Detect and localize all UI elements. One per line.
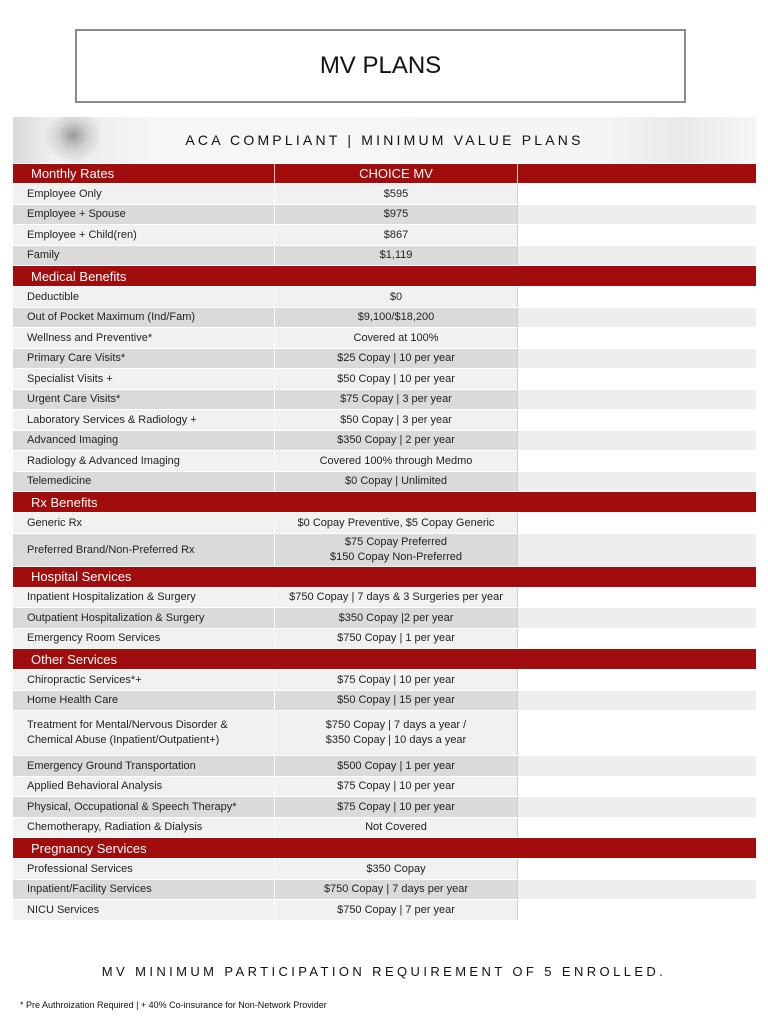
row-empty-cell <box>517 328 756 348</box>
table-row <box>13 608 756 629</box>
row-empty-cell <box>517 184 756 204</box>
row-value-line: $75 Copay Preferred <box>344 535 448 548</box>
row-label: Inpatient/Facility Services <box>27 883 152 896</box>
row-value: $50 Copay | 10 per year <box>274 369 517 389</box>
section-title: Medical Benefits <box>31 268 127 284</box>
table-row <box>13 818 756 839</box>
table-row <box>13 390 756 411</box>
row-label: Outpatient Hospitalization & Surgery <box>27 611 205 624</box>
table-row <box>13 629 756 650</box>
row-label: Specialist Visits + <box>27 372 113 385</box>
row-empty-cell <box>517 629 756 649</box>
row-label <box>13 711 274 755</box>
section-header <box>13 567 756 588</box>
footnote: * Pre Authroization Required | + 40% Co-insurance for Non-Network Provider <box>20 1000 327 1010</box>
row-label-line: Chemical Abuse (Inpatient/Outpatient+) <box>27 734 220 746</box>
row-value: $0 Copay Preventive, $5 Copay Generic <box>274 513 517 533</box>
section-header <box>13 266 756 287</box>
row-empty-cell <box>517 246 756 266</box>
row-value: $500 Copay | 1 per year <box>274 756 517 776</box>
row-value: Covered 100% through Medmo <box>274 451 517 471</box>
row-label: Advanced Imaging <box>27 434 119 447</box>
row-empty-cell <box>517 711 756 755</box>
row-empty-cell <box>517 797 756 817</box>
row-label: Emergency Ground Transportation <box>27 759 196 772</box>
table-row <box>13 513 756 534</box>
row-empty-cell <box>517 691 756 711</box>
table-row <box>13 588 756 609</box>
row-empty-cell <box>517 608 756 628</box>
header-empty-cell <box>517 164 756 183</box>
row-label: Family <box>27 249 60 262</box>
row-empty-cell <box>517 472 756 492</box>
row-value: $75 Copay | 3 per year <box>274 390 517 410</box>
row-empty-cell <box>517 880 756 900</box>
header-plan-name: CHOICE MV <box>274 164 517 183</box>
table-header-row <box>13 164 756 184</box>
row-value: $75 Copay | 10 per year <box>274 670 517 690</box>
table-row <box>13 797 756 818</box>
plans-banner <box>13 117 756 163</box>
row-empty-cell <box>517 205 756 225</box>
page-title: MV PLANS <box>75 29 686 103</box>
table-row <box>13 246 756 267</box>
section-title: Rx Benefits <box>31 494 98 510</box>
row-empty-cell <box>517 588 756 608</box>
table-row <box>13 328 756 349</box>
row-value: $75 Copay | 10 per year <box>274 797 517 817</box>
row-value-line: $350 Copay | 10 days a year <box>325 734 467 746</box>
row-value <box>274 711 517 755</box>
row-empty-cell <box>517 225 756 245</box>
row-value: $595 <box>274 184 517 204</box>
table-row <box>13 287 756 308</box>
row-value: Not Covered <box>274 818 517 838</box>
row-value: $75 Copay | 10 per year <box>274 777 517 797</box>
row-label: Inpatient Hospitalization & Surgery <box>27 591 196 604</box>
table-row <box>13 225 756 246</box>
row-value: $750 Copay | 7 days per year <box>274 880 517 900</box>
table-row <box>13 184 756 205</box>
table-row <box>13 534 756 567</box>
row-empty-cell <box>517 287 756 307</box>
row-value: $25 Copay | 10 per year <box>274 349 517 369</box>
row-empty-cell <box>517 534 756 566</box>
header-label: Monthly Rates <box>31 166 115 181</box>
table-row <box>13 670 756 691</box>
banner-shade <box>43 117 103 163</box>
table-row <box>13 859 756 880</box>
row-value-line: $150 Copay Non-Preferred <box>329 550 463 563</box>
table-row <box>13 880 756 901</box>
row-empty-cell <box>517 431 756 451</box>
row-label: Out of Pocket Maximum (Ind/Fam) <box>27 311 196 324</box>
row-empty-cell <box>517 900 756 920</box>
table-row <box>13 205 756 226</box>
benefits-table <box>13 164 756 921</box>
table-row <box>13 349 756 370</box>
row-value: $1,119 <box>274 246 517 266</box>
row-value: $867 <box>274 225 517 245</box>
row-label: Telemedicine <box>27 475 92 488</box>
table-row <box>13 431 756 452</box>
table-row <box>13 691 756 712</box>
row-label-line: Treatment for Mental/Nervous Disorder & <box>27 719 228 731</box>
row-value: $350 Copay | 2 per year <box>274 431 517 451</box>
row-value: $975 <box>274 205 517 225</box>
row-value: $750 Copay | 1 per year <box>274 629 517 649</box>
section-title: Pregnancy Services <box>31 840 147 856</box>
participation-note: MV MINIMUM PARTICIPATION REQUIREMENT OF 5 ENROLLED. <box>101 964 667 979</box>
row-label: Employee + Spouse <box>27 208 126 221</box>
row-value: $750 Copay | 7 days & 3 Surgeries per year <box>274 588 517 608</box>
section-title: Other Services <box>31 651 117 667</box>
row-label: Deductible <box>27 290 79 303</box>
row-empty-cell <box>517 670 756 690</box>
row-empty-cell <box>517 369 756 389</box>
row-value: $50 Copay | 3 per year <box>274 410 517 430</box>
row-label: Applied Behavioral Analysis <box>27 780 163 793</box>
table-row <box>13 756 756 777</box>
row-value: $0 <box>274 287 517 307</box>
row-empty-cell <box>517 390 756 410</box>
row-label: Professional Services <box>27 862 133 875</box>
row-value: $350 Copay |2 per year <box>274 608 517 628</box>
section-header <box>13 649 756 670</box>
row-empty-cell <box>517 513 756 533</box>
row-label: Wellness and Preventive* <box>27 331 153 344</box>
row-empty-cell <box>517 756 756 776</box>
row-label: Primary Care Visits* <box>27 352 126 365</box>
table-row <box>13 451 756 472</box>
table-row <box>13 777 756 798</box>
row-empty-cell <box>517 349 756 369</box>
row-empty-cell <box>517 777 756 797</box>
row-label: Radiology & Advanced Imaging <box>27 454 180 467</box>
row-value: $750 Copay | 7 per year <box>274 900 517 920</box>
row-empty-cell <box>517 410 756 430</box>
row-label: NICU Services <box>27 903 100 916</box>
row-empty-cell <box>517 818 756 838</box>
row-value-line: $750 Copay | 7 days a year / <box>325 719 467 731</box>
row-label: Chemotherapy, Radiation & Dialysis <box>27 821 203 834</box>
row-label: Employee Only <box>27 187 102 200</box>
row-value: $0 Copay | Unlimited <box>274 472 517 492</box>
row-label: Generic Rx <box>27 516 83 529</box>
table-row <box>13 711 756 756</box>
section-header <box>13 492 756 513</box>
row-value: $350 Copay <box>274 859 517 879</box>
row-empty-cell <box>517 308 756 328</box>
table-row <box>13 472 756 493</box>
row-label: Employee + Child(ren) <box>27 228 137 241</box>
banner-text: ACA COMPLIANT | MINIMUM VALUE PLANS <box>185 132 584 148</box>
row-label: Chiropractic Services*+ <box>27 673 142 686</box>
row-label: Home Health Care <box>27 694 119 707</box>
row-value: Covered at 100% <box>274 328 517 348</box>
row-value: $50 Copay | 15 per year <box>274 691 517 711</box>
row-label: Laboratory Services & Radiology + <box>27 413 197 426</box>
table-row <box>13 369 756 390</box>
row-value <box>274 534 517 566</box>
section-title: Hospital Services <box>31 569 132 584</box>
table-row <box>13 308 756 329</box>
row-label: Physical, Occupational & Speech Therapy* <box>27 800 237 813</box>
row-label: Preferred Brand/Non-Preferred Rx <box>27 543 195 556</box>
row-value: $9,100/$18,200 <box>274 308 517 328</box>
table-row <box>13 900 756 921</box>
section-header <box>13 838 756 859</box>
row-label: Urgent Care Visits* <box>27 393 121 406</box>
row-empty-cell <box>517 451 756 471</box>
row-empty-cell <box>517 859 756 879</box>
table-row <box>13 410 756 431</box>
row-label: Emergency Room Services <box>27 632 161 645</box>
